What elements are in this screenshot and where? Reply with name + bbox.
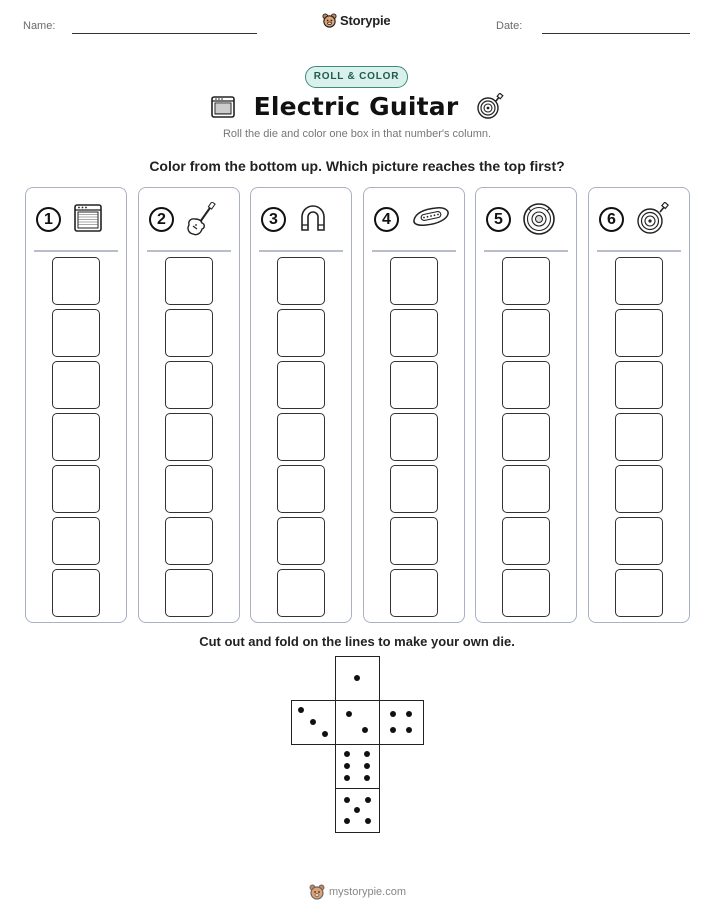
column-1 — [25, 187, 127, 623]
electric-guitar-icon — [185, 202, 217, 243]
subtitle: Roll the die and color one box in that number's column. — [222, 128, 492, 140]
die-pip — [364, 751, 370, 757]
amplifier-icon — [210, 94, 236, 120]
brand-name: Storypie — [340, 13, 391, 28]
cable-icon — [635, 202, 669, 241]
color-box[interactable] — [390, 413, 438, 461]
die-pip — [406, 711, 412, 717]
column-divider — [484, 250, 568, 252]
color-box[interactable] — [502, 465, 550, 513]
color-box[interactable] — [165, 309, 213, 357]
color-box[interactable] — [615, 361, 663, 409]
column-6 — [588, 187, 690, 623]
color-box[interactable] — [390, 361, 438, 409]
color-box[interactable] — [390, 465, 438, 513]
column-divider — [259, 250, 343, 252]
brand-logo — [322, 13, 390, 28]
die-face-2 — [335, 700, 380, 745]
color-box[interactable] — [52, 517, 100, 565]
color-box[interactable] — [52, 413, 100, 461]
color-box[interactable] — [165, 517, 213, 565]
column-3 — [250, 187, 352, 623]
die-pip — [362, 727, 368, 733]
die-pip — [364, 763, 370, 769]
column-number: 6 — [599, 207, 624, 232]
bear-mascot-icon — [322, 13, 337, 28]
color-box[interactable] — [615, 413, 663, 461]
column-2 — [138, 187, 240, 623]
column-header — [364, 202, 464, 238]
column-number: 1 — [36, 207, 61, 232]
die-pip — [322, 731, 328, 737]
die-pip — [346, 711, 352, 717]
die-pip — [390, 711, 396, 717]
date-line[interactable] — [542, 33, 690, 34]
color-box[interactable] — [165, 465, 213, 513]
color-box[interactable] — [52, 257, 100, 305]
color-box[interactable] — [165, 257, 213, 305]
name-line[interactable] — [72, 33, 257, 34]
color-box[interactable] — [615, 309, 663, 357]
color-box[interactable] — [277, 309, 325, 357]
color-box[interactable] — [277, 257, 325, 305]
color-box[interactable] — [277, 465, 325, 513]
footer-url[interactable]: mystorypie.com — [329, 886, 407, 898]
color-box[interactable] — [390, 309, 438, 357]
color-box[interactable] — [502, 413, 550, 461]
die-face-3 — [291, 700, 336, 745]
column-header — [139, 202, 239, 238]
color-box[interactable] — [502, 569, 550, 617]
column-4 — [363, 187, 465, 623]
die-face-1 — [335, 656, 380, 701]
pickup-icon — [410, 202, 452, 237]
die-pip — [344, 797, 350, 803]
die-caption: Cut out and fold on the lines to make your own die. — [199, 634, 515, 649]
die-pip — [406, 727, 412, 733]
color-box[interactable] — [165, 413, 213, 461]
magnet-icon — [297, 202, 329, 239]
column-number: 4 — [374, 207, 399, 232]
color-box[interactable] — [615, 517, 663, 565]
color-box[interactable] — [615, 569, 663, 617]
column-divider — [597, 250, 681, 252]
die-pip — [344, 763, 350, 769]
die-pip — [344, 751, 350, 757]
color-box[interactable] — [52, 309, 100, 357]
color-box[interactable] — [165, 361, 213, 409]
column-divider — [372, 250, 456, 252]
die-pip — [344, 818, 350, 824]
color-box[interactable] — [502, 361, 550, 409]
color-box[interactable] — [615, 465, 663, 513]
amplifier-icon — [72, 202, 104, 239]
name-label: Name: — [23, 20, 56, 32]
column-number: 2 — [149, 207, 174, 232]
activity-badge: ROLL & COLOR — [305, 66, 408, 88]
color-box[interactable] — [502, 257, 550, 305]
instruction: Color from the bottom up. Which picture reaches the top first? — [149, 158, 565, 174]
footer — [309, 884, 406, 900]
column-header — [476, 202, 576, 238]
bear-mascot-icon — [309, 884, 325, 900]
color-box[interactable] — [390, 517, 438, 565]
color-box[interactable] — [277, 569, 325, 617]
die-pip — [364, 775, 370, 781]
color-box[interactable] — [52, 361, 100, 409]
column-number: 3 — [261, 207, 286, 232]
date-label: Date: — [496, 20, 523, 32]
color-box[interactable] — [277, 361, 325, 409]
die-face-4 — [379, 700, 424, 745]
die-pip — [365, 818, 371, 824]
die-face-6 — [335, 744, 380, 789]
color-box[interactable] — [502, 309, 550, 357]
color-box[interactable] — [615, 257, 663, 305]
column-divider — [147, 250, 231, 252]
column-header — [26, 202, 126, 238]
color-box[interactable] — [502, 517, 550, 565]
die-pip — [354, 675, 360, 681]
die-pip — [298, 707, 304, 713]
die-face-5 — [335, 788, 380, 833]
color-box[interactable] — [52, 465, 100, 513]
color-box[interactable] — [52, 569, 100, 617]
color-box[interactable] — [165, 569, 213, 617]
column-number: 5 — [486, 207, 511, 232]
column-divider — [34, 250, 118, 252]
die-pip — [390, 727, 396, 733]
die-pip — [365, 797, 371, 803]
cable-icon — [476, 93, 504, 121]
color-box[interactable] — [277, 413, 325, 461]
speaker-icon — [522, 202, 556, 241]
title-row — [0, 92, 714, 121]
column-header — [251, 202, 351, 238]
page-title: Electric Guitar — [253, 92, 459, 121]
color-box[interactable] — [390, 569, 438, 617]
column-5 — [475, 187, 577, 623]
die-pip — [344, 775, 350, 781]
die-pip — [310, 719, 316, 725]
die-pip — [354, 807, 360, 813]
color-box[interactable] — [277, 517, 325, 565]
color-box[interactable] — [390, 257, 438, 305]
column-header — [589, 202, 689, 238]
